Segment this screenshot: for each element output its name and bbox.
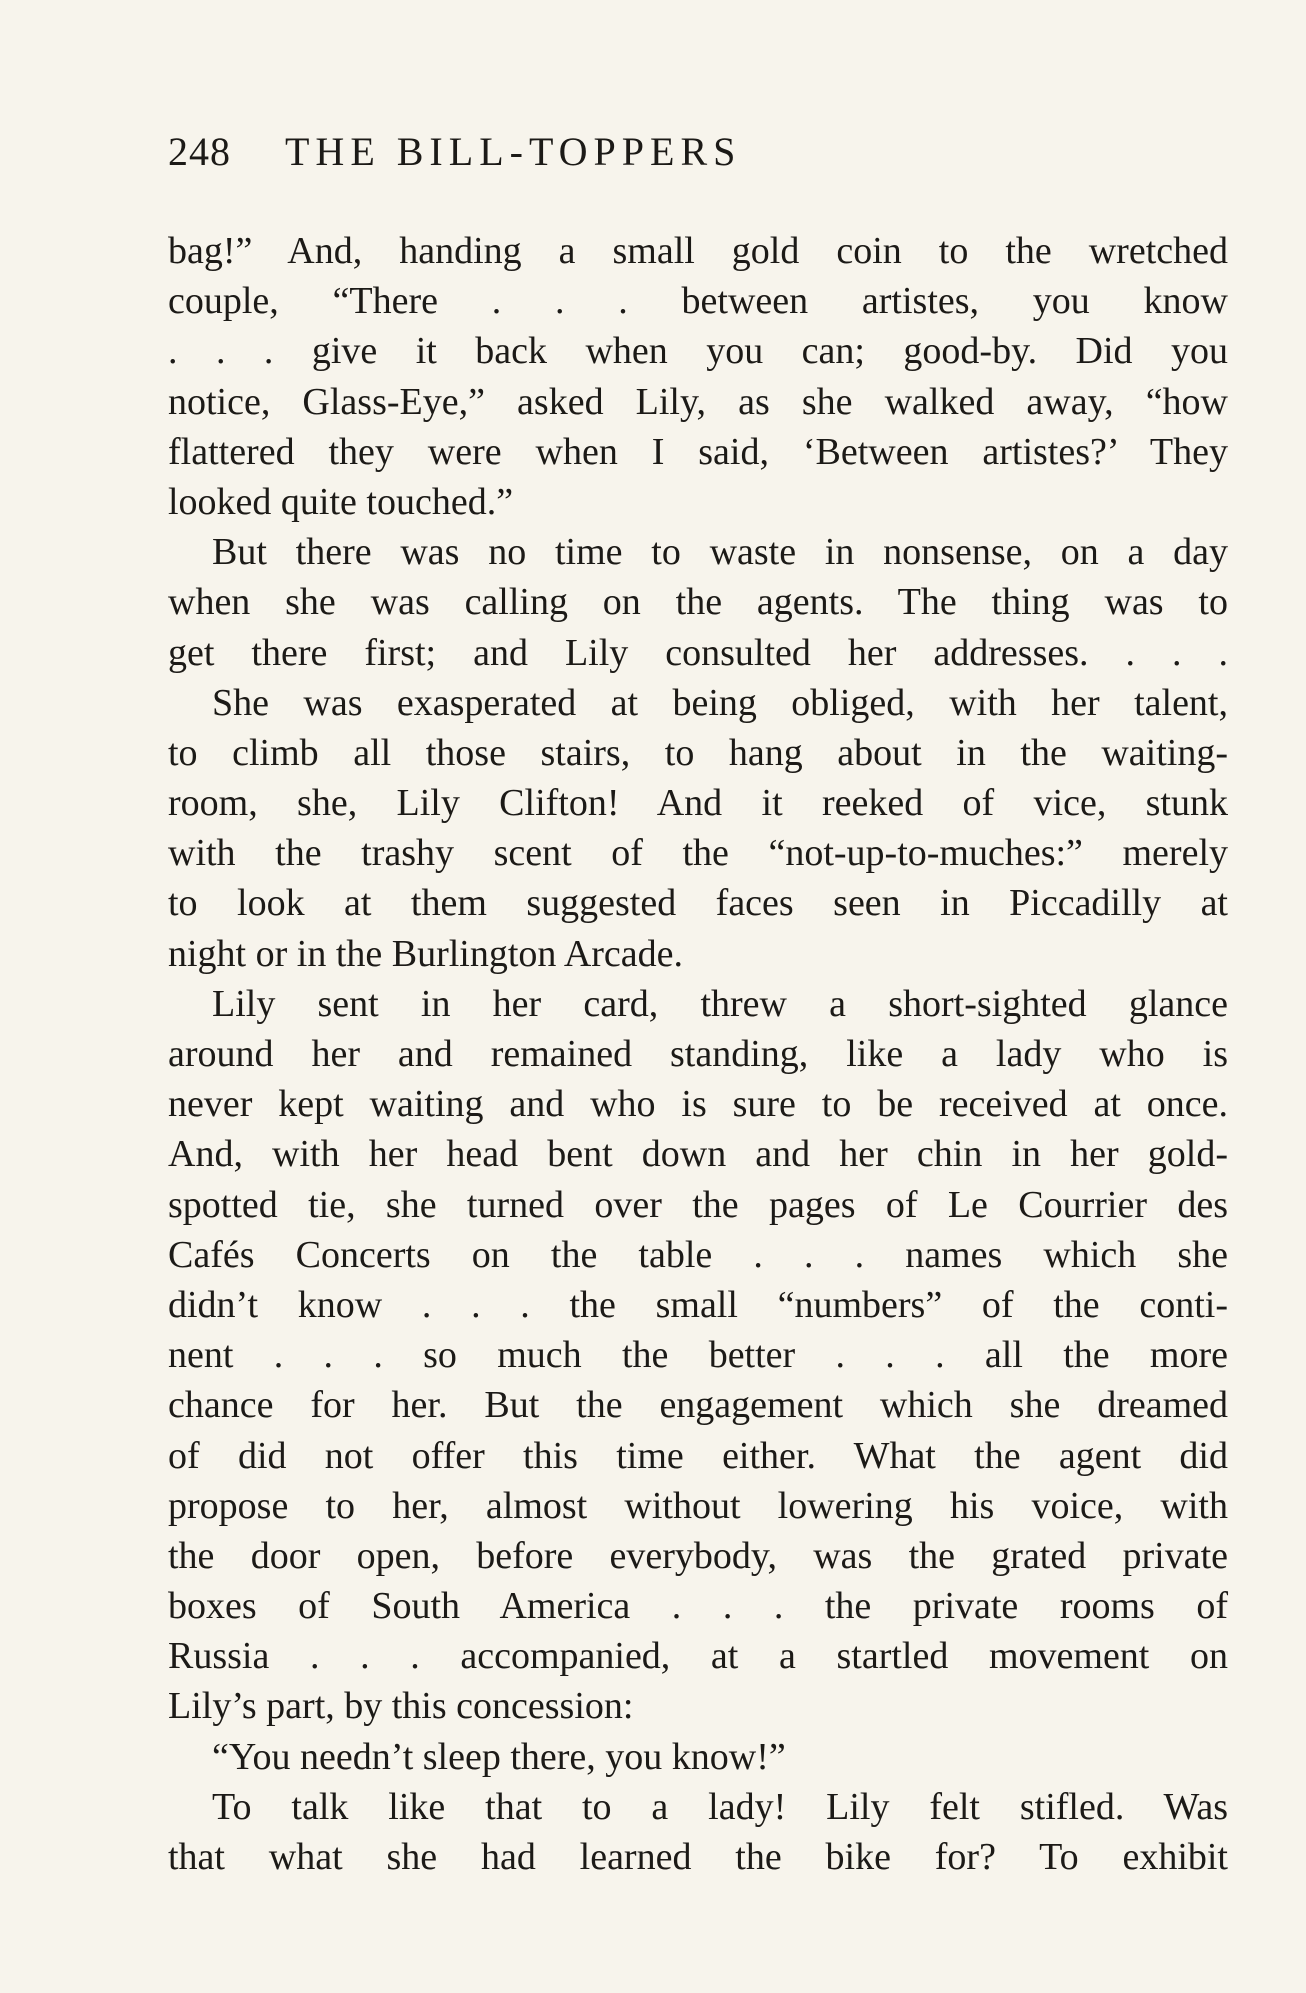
text-line: Russia . . . accompanied, at a startled movement on (168, 1635, 1228, 1678)
text-line: nent . . . so much the better . . . all the more (168, 1334, 1228, 1377)
text-line: to climb all those stairs, to hang about in the waiting- (168, 731, 1228, 774)
text-line: couple, “There . . . between artistes, you know (168, 280, 1228, 323)
text-line: And, with her head bent down and her chin in her gold- (168, 1133, 1228, 1176)
text-line: spotted tie, she turned over the pages of Le Courrier des (168, 1183, 1228, 1226)
text-line: when she was calling on the agents. The thing was to (168, 581, 1228, 624)
text-line: propose to her, almost without lowering his voice, with (168, 1484, 1228, 1527)
text-line: to look at them suggested faces seen in Piccadilly at (168, 882, 1228, 925)
text-line: To talk like that to a lady! Lily felt stifled. Was (212, 1785, 1228, 1828)
text-line: She was exasperated at being obliged, with her talent, (212, 681, 1228, 724)
text-line: around her and remained standing, like a lady who is (168, 1033, 1228, 1075)
text-line: night or in the Burlington Arcade. (168, 932, 684, 975)
text-line: chance for her. But the engagement which she dreamed (168, 1384, 1228, 1427)
text-line: “You needn’t sleep there, you know!” (212, 1735, 786, 1778)
text-line: bag!” And, handing a small gold coin to the wretched (168, 230, 1228, 272)
text-line: the door open, before everybody, was the grated private (168, 1534, 1228, 1577)
running-title: THE BILL-TOPPERS (285, 129, 742, 174)
text-line: room, she, Lily Clifton! And it reeked of vice, stunk (168, 782, 1228, 825)
body-text (168, 226, 1228, 1882)
text-line: never kept waiting and who is sure to be received at once. (168, 1083, 1228, 1126)
text-line: Lily’s part, by this concession: (168, 1685, 634, 1728)
text-line: flattered they were when I said, ‘Between artistes?’ They (168, 430, 1228, 473)
text-line: Cafés Concerts on the table . . . names which she (168, 1233, 1228, 1276)
text-line: notice, Glass-Eye,” asked Lily, as she walked away, “how (168, 380, 1228, 423)
text-line: that what she had learned the bike for? To exhibit (168, 1836, 1228, 1878)
text-line: But there was no time to waste in nonsense, on a day (212, 531, 1228, 574)
text-line: of did not offer this time either. What the agent did (168, 1434, 1228, 1477)
text-line: Lily sent in her card, threw a short-sighted glance (212, 982, 1228, 1025)
text-line: boxes of South America . . . the private rooms of (168, 1585, 1228, 1628)
text-line: with the trashy scent of the “not-up-to-muches:” merely (168, 832, 1228, 875)
text-line: get there first; and Lily consulted her addresses. . . . (168, 631, 1228, 674)
page-header (168, 128, 1048, 176)
page-number: 248 (168, 129, 231, 174)
text-line: looked quite touched.” (168, 480, 514, 523)
text-line: . . . give it back when you can; good-by. Did you (168, 330, 1228, 373)
text-line: didn’t know . . . the small “numbers” of the conti- (168, 1283, 1228, 1326)
